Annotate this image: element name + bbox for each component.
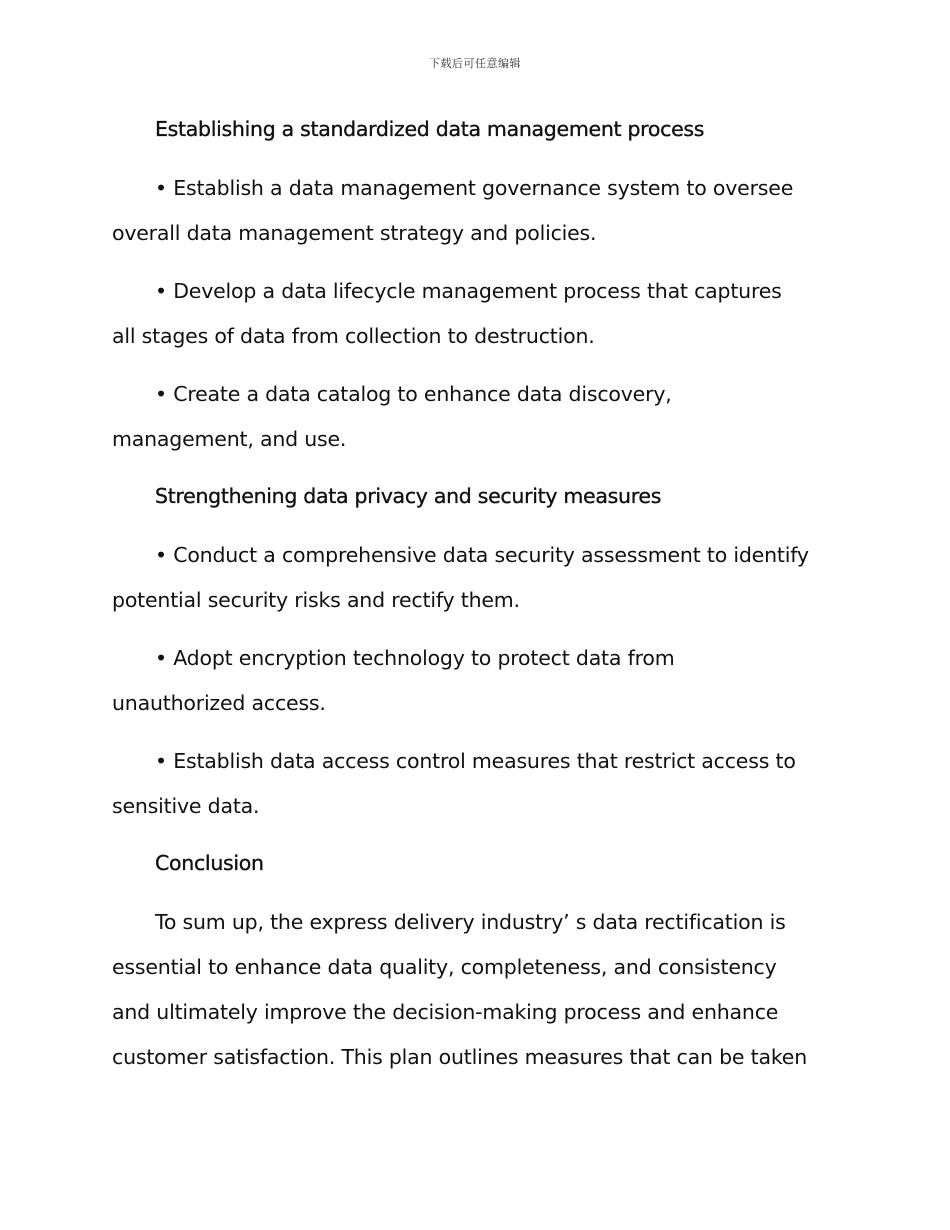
bullet-governance-system [112, 166, 842, 256]
page-header-note: 下载后可任意编辑 [429, 57, 521, 70]
bullet-line: • Establish data access control measures that restrict access to [155, 749, 796, 773]
bullet-line: • Conduct a comprehensive data security assessment to identify [155, 543, 809, 567]
document-body [112, 108, 842, 1093]
bullet-lifecycle-process [112, 269, 842, 359]
paragraph-line: customer satisfaction. This plan outlines measures that can be taken [112, 1045, 807, 1069]
bullet-line: management, and use. [112, 427, 347, 451]
bullet-line: • Develop a data lifecycle management process that captures [155, 279, 782, 303]
section-heading-conclusion: Conclusion [155, 851, 264, 875]
bullet-security-assessment [112, 533, 842, 623]
bullet-line: unauthorized access. [112, 691, 326, 715]
paragraph-line: essential to enhance data quality, completeness, and consistency [112, 955, 777, 979]
bullet-access-control [112, 739, 842, 829]
section-heading-privacy-security: Strengthening data privacy and security measures [155, 484, 662, 508]
paragraph-line: To sum up, the express delivery industry’ s data rectification is [155, 910, 786, 934]
bullet-line: • Create a data catalog to enhance data discovery, [155, 382, 672, 406]
bullet-line: potential security risks and rectify them. [112, 588, 520, 612]
bullet-encryption [112, 636, 842, 726]
bullet-line: overall data management strategy and policies. [112, 221, 597, 245]
bullet-line: • Establish a data management governance system to oversee [155, 176, 794, 200]
bullet-line: sensitive data. [112, 794, 260, 818]
paragraph-line: and ultimately improve the decision-making process and enhance [112, 1000, 779, 1024]
conclusion-paragraph [112, 900, 842, 1080]
section-heading-data-management: Establishing a standardized data management process [155, 117, 705, 141]
bullet-data-catalog [112, 372, 842, 462]
bullet-line: all stages of data from collection to destruction. [112, 324, 595, 348]
bullet-line: • Adopt encryption technology to protect data from [155, 646, 675, 670]
